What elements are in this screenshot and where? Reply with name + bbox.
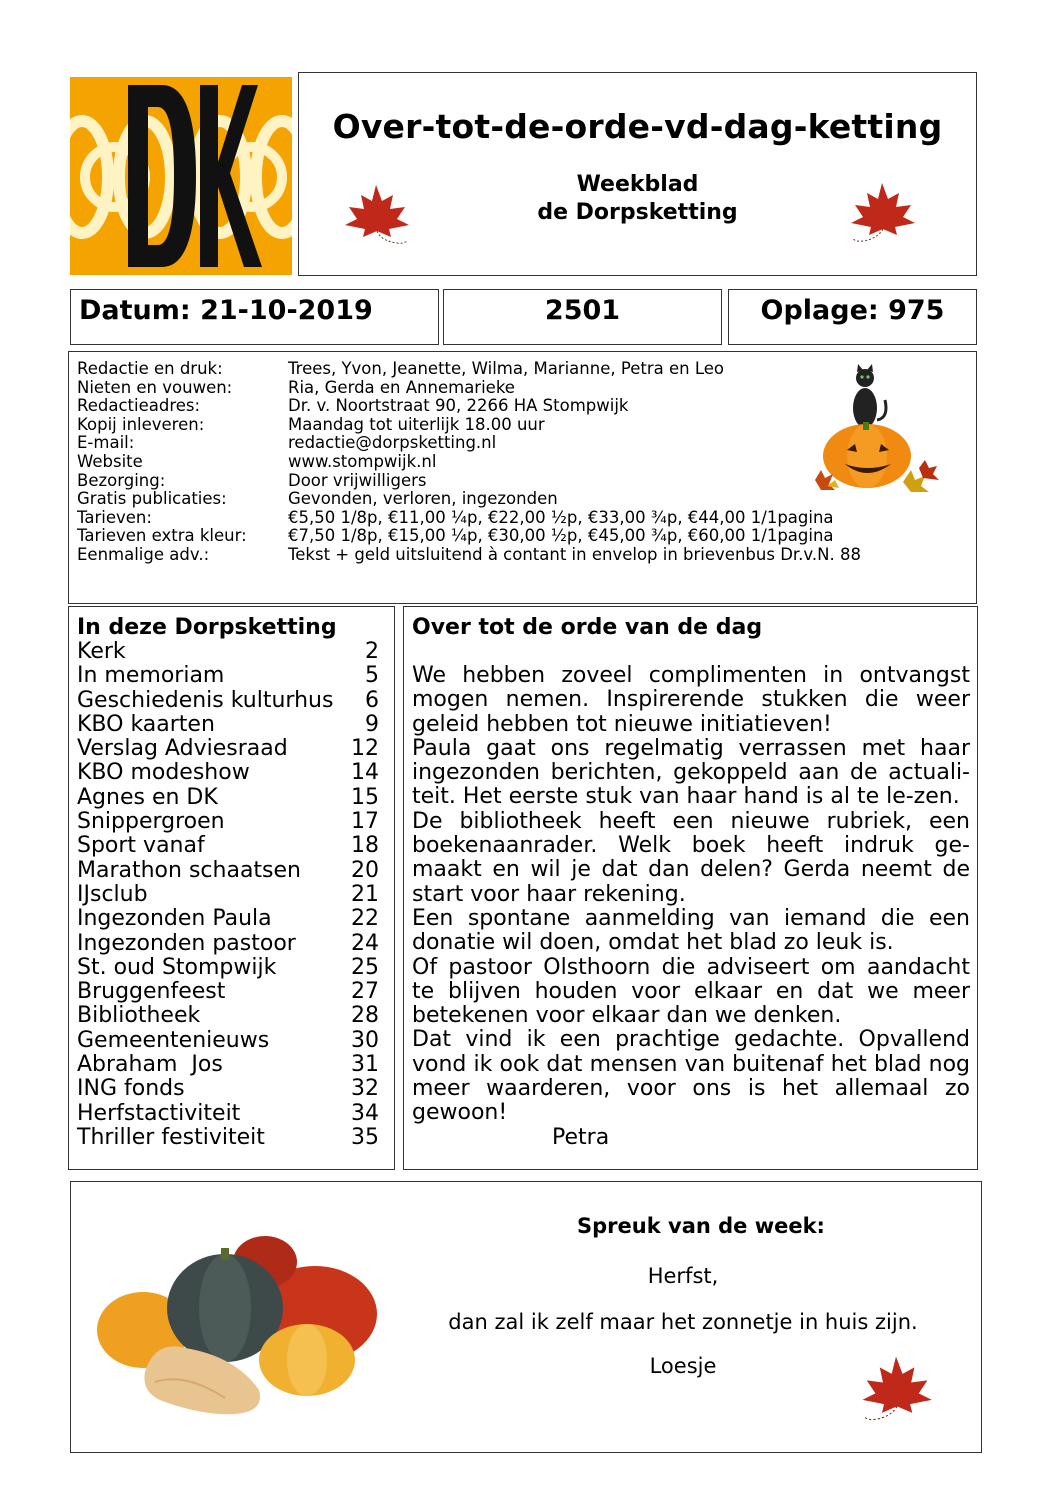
colophon-label: Tarieven extra kleur: bbox=[77, 526, 247, 546]
toc-item-title: Gemeentenieuws bbox=[77, 1027, 270, 1053]
article-heading: Over tot de orde van de dag bbox=[412, 615, 763, 640]
toc-item-page: 22 bbox=[351, 906, 379, 932]
toc-item-page: 17 bbox=[351, 809, 379, 835]
colophon-label: Eenmalige adv.: bbox=[77, 544, 210, 564]
toc-item-page: 12 bbox=[351, 736, 379, 762]
toc-item-title: Kerk bbox=[77, 639, 126, 664]
toc-item-title: KBO modeshow bbox=[77, 760, 250, 786]
toc-item bbox=[77, 956, 379, 980]
subtitle-line-1: Weekblad bbox=[576, 172, 699, 197]
toc-item-title: Bibliotheek bbox=[77, 1003, 201, 1029]
colophon-label: Bezorging: bbox=[77, 470, 166, 490]
colophon-label: Gratis publicaties: bbox=[77, 489, 227, 509]
colophon-value: Maandag tot uiterlijk 18.00 uur bbox=[288, 414, 545, 434]
toc-item bbox=[77, 1126, 379, 1150]
toc-item-page: 24 bbox=[351, 930, 379, 956]
toc-item-title: Sport vanaf bbox=[77, 833, 205, 859]
toc-item-page: 2 bbox=[365, 639, 379, 664]
colophon-value: €5,50 1/8p, €11,00 ¼p, €22,00 ½p, €33,00 ¾p, €44,00 1/1pagina bbox=[288, 507, 834, 527]
toc-list bbox=[77, 640, 379, 1150]
toc-heading: In deze Dorpsketting bbox=[77, 615, 337, 640]
maple-leaf-icon bbox=[843, 177, 921, 249]
toc-item-title: St. oud Stompwijk bbox=[77, 954, 277, 980]
toc-item bbox=[77, 1004, 379, 1028]
colophon-value: www.stompwijk.nl bbox=[288, 451, 437, 471]
colophon-label: Tarieven: bbox=[77, 507, 152, 527]
toc-item bbox=[77, 640, 379, 664]
toc-item-page: 28 bbox=[351, 1003, 379, 1029]
masthead bbox=[298, 72, 977, 276]
dorpsketting-logo bbox=[70, 77, 292, 275]
toc-item bbox=[77, 859, 379, 883]
toc-item-title: Agnes en DK bbox=[77, 784, 218, 810]
toc-item bbox=[77, 980, 379, 1004]
colophon-value: €7,50 1/8p, €15,00 ¼p, €30,00 ½p, €45,00 ¾p, €60,00 1/1pagina bbox=[288, 526, 834, 546]
toc-item bbox=[77, 1102, 379, 1126]
subtitle-line-2: de Dorpsketting bbox=[537, 200, 738, 225]
toc-item bbox=[77, 1077, 379, 1101]
issue-number: 2501 bbox=[544, 295, 621, 326]
toc-item-page: 20 bbox=[351, 857, 379, 883]
circulation: Oplage: 975 bbox=[760, 295, 945, 326]
article-body bbox=[412, 664, 970, 1126]
toc-item-title: Bruggenfeest bbox=[77, 979, 226, 1005]
toc-item bbox=[77, 1053, 379, 1077]
maple-leaf-icon bbox=[337, 179, 415, 251]
quote-author: Loesje bbox=[649, 1354, 717, 1378]
toc-item-page: 21 bbox=[351, 881, 379, 907]
editorial-article bbox=[403, 606, 978, 1170]
article-content bbox=[412, 615, 970, 1150]
toc-item bbox=[77, 907, 379, 931]
table-of-contents bbox=[68, 606, 395, 1170]
quote-of-the-week bbox=[70, 1181, 982, 1453]
toc-item-page: 14 bbox=[351, 760, 379, 786]
issue-date: Datum: 21-10-2019 bbox=[79, 295, 373, 326]
toc-item-title: KBO kaarten bbox=[77, 711, 215, 737]
chain-logo-icon bbox=[70, 77, 292, 275]
maple-leaf-icon bbox=[853, 1350, 939, 1428]
quote-line-1: Herfst, bbox=[647, 1264, 719, 1288]
toc-item bbox=[77, 883, 379, 907]
halloween-pumpkin-cat-icon bbox=[807, 360, 947, 502]
toc-item-title: Geschiedenis kulturhus bbox=[77, 687, 334, 713]
colophon-value: Ria, Gerda en Annemarieke bbox=[288, 377, 515, 397]
toc-item bbox=[77, 761, 379, 785]
toc-content bbox=[77, 615, 379, 1150]
toc-item-page: 31 bbox=[351, 1052, 379, 1078]
toc-item-title: Ingezonden Paula bbox=[77, 906, 272, 932]
issue-number-box bbox=[443, 289, 722, 345]
colophon-value: Door vrijwilligers bbox=[288, 470, 427, 490]
circulation-box bbox=[728, 289, 977, 345]
toc-item-title: Thriller festiviteit bbox=[77, 1124, 265, 1150]
toc-item bbox=[77, 713, 379, 737]
toc-item-page: 34 bbox=[351, 1100, 379, 1126]
toc-item bbox=[77, 737, 379, 761]
toc-item bbox=[77, 810, 379, 834]
date-box bbox=[70, 289, 439, 345]
toc-item-page: 35 bbox=[351, 1124, 379, 1150]
toc-item-title: Verslag Adviesraad bbox=[77, 736, 288, 762]
toc-item-page: 18 bbox=[351, 833, 379, 859]
article-paragraph: Dat vind ik een prachtige gedachte. Opvallend vond ik ook dat mensen van buitenaf het blad nog meer waarderen, voor ons is het allemaal zo gewoon! bbox=[412, 1027, 970, 1126]
colophon-label: Kopij inleveren: bbox=[77, 414, 205, 434]
pumpkins-squash-icon bbox=[85, 1222, 405, 1432]
article-paragraph: Of pastoor Olsthoorn die adviseert om aandacht te blijven houden voor elkaar en dat we meer betekenen voor elkaar dan we denken. bbox=[412, 954, 970, 1029]
colophon-value: redactie@dorpsketting.nl bbox=[288, 433, 497, 453]
toc-item-title: Abraham Jos bbox=[77, 1052, 223, 1078]
article-paragraph: Paula gaat ons regelmatig verrassen met haar ingezonden berichten, gekoppeld aan de actuali-teit. Het eerste stuk van haar hand is al te le-zen. bbox=[412, 735, 970, 810]
article-signature: Petra bbox=[552, 1124, 610, 1150]
toc-item-page: 27 bbox=[351, 979, 379, 1005]
article-paragraph: Een spontane aanmelding van iemand die een donatie wil doen, omdat het blad zo leuk is. bbox=[412, 905, 970, 956]
toc-item-title: Herfstactiviteit bbox=[77, 1100, 241, 1126]
article-paragraph: De bibliotheek heeft een nieuwe rubriek, een boekenaanrader. Welk boek heeft indruk ge-maakt en wil je dat dan delen? Gerda neemt de start voor haar rekening. bbox=[412, 808, 970, 907]
toc-item bbox=[77, 1029, 379, 1053]
toc-item-title: IJsclub bbox=[77, 881, 148, 907]
article-paragraph: We hebben zoveel complimenten in ontvangst mogen nemen. Inspirerende stukken die weer geleid hebben tot nieuwe initiatieven! bbox=[412, 663, 970, 737]
newsletter-title: Over-tot-de-orde-vd-dag-ketting bbox=[332, 107, 943, 146]
toc-item-page: 30 bbox=[351, 1027, 379, 1053]
toc-item bbox=[77, 664, 379, 688]
toc-item-title: Snippergroen bbox=[77, 809, 225, 835]
colophon-value: Dr. v. Noortstraat 90, 2266 HA Stompwijk bbox=[288, 396, 629, 416]
colophon bbox=[68, 351, 977, 604]
colophon-value: Trees, Yvon, Jeanette, Wilma, Marianne, Petra en Leo bbox=[288, 359, 724, 378]
toc-item bbox=[77, 932, 379, 956]
toc-item bbox=[77, 786, 379, 810]
colophon-label: Redactieadres: bbox=[77, 396, 201, 416]
quote-heading: Spreuk van de week: bbox=[577, 1214, 825, 1238]
toc-item-title: Ingezonden pastoor bbox=[77, 930, 296, 956]
toc-item-page: 15 bbox=[351, 784, 379, 810]
toc-item-page: 5 bbox=[365, 663, 379, 689]
toc-item-page: 9 bbox=[365, 711, 379, 737]
toc-item-page: 32 bbox=[351, 1076, 379, 1102]
colophon-value: Tekst + geld uitsluitend à contant in envelop in brievenbus Dr.v.N. 88 bbox=[288, 544, 861, 564]
colophon-label: Nieten en vouwen: bbox=[77, 377, 233, 397]
quote-line-2: dan zal ik zelf maar het zonnetje in huis zijn. bbox=[448, 1310, 918, 1334]
toc-item bbox=[77, 834, 379, 858]
toc-item-title: In memoriam bbox=[77, 663, 225, 689]
colophon-value: Gevonden, verloren, ingezonden bbox=[288, 489, 558, 509]
colophon-label: Website bbox=[77, 451, 143, 471]
toc-item bbox=[77, 689, 379, 713]
toc-item-title: Marathon schaatsen bbox=[77, 857, 301, 883]
toc-item-page: 6 bbox=[365, 687, 379, 713]
toc-item-page: 25 bbox=[351, 954, 379, 980]
toc-item-title: ING fonds bbox=[77, 1076, 185, 1102]
colophon-label: Redactie en druk: bbox=[77, 359, 223, 378]
colophon-label: E-mail: bbox=[77, 433, 135, 453]
